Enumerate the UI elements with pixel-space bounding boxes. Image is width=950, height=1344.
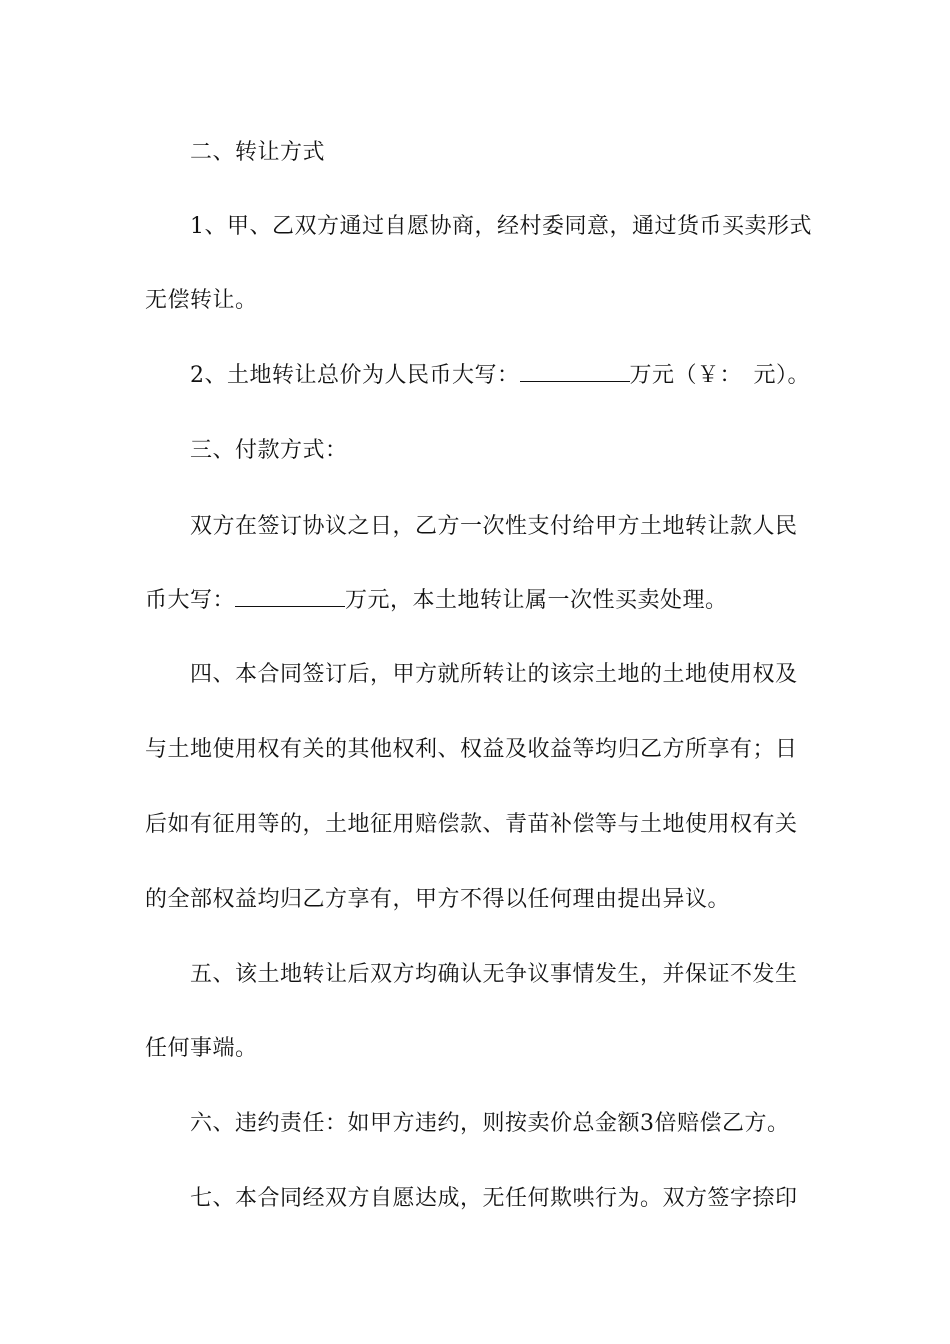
section-heading-transfer-method: 二、转让方式 [190, 140, 326, 165]
paragraph-line: 与土地使用权有关的其他权利、权益及收益等均归乙方所享有；日 [145, 737, 798, 762]
text-segment: 万元（￥： 元）。 [629, 363, 811, 388]
paragraph-line: 任何事端。 [145, 1036, 258, 1061]
fill-in-blank [235, 586, 345, 607]
paragraph-line: 的全部权益均归乙方享有，甲方不得以任何理由提出异议。 [145, 887, 731, 912]
paragraph-line: 1、甲、乙双方通过自愿协商，经村委同意，通过货币买卖形式 [190, 214, 812, 239]
paragraph-line-total-price [145, 361, 855, 391]
section-four-line: 四、本合同签订后，甲方就所转让的该宗土地的土地使用权及 [190, 662, 798, 687]
text-segment: 万元，本土地转让属一次性买卖处理。 [345, 588, 728, 613]
fill-in-blank [520, 361, 630, 382]
text-segment: 2、土地转让总价为人民币大写： [190, 363, 520, 388]
paragraph-line: 后如有征用等的，土地征用赔偿款、青苗补偿等与土地使用权有关 [145, 812, 798, 837]
section-seven-line: 七、本合同经双方自愿达成，无任何欺哄行为。双方签字捺印 [190, 1186, 798, 1211]
paragraph-line: 无偿转让。 [145, 288, 258, 313]
text-segment: 币大写： [145, 588, 236, 613]
section-heading-payment-method: 三、付款方式： [190, 438, 348, 463]
section-six-line: 六、违约责任：如甲方违约，则按卖价总金额3倍赔偿乙方。 [190, 1111, 790, 1136]
paragraph-line-payment-amount [145, 586, 810, 616]
paragraph-line: 双方在签订协议之日，乙方一次性支付给甲方土地转让款人民 [190, 514, 798, 539]
section-five-line: 五、该土地转让后双方均确认无争议事情发生，并保证不发生 [190, 962, 798, 987]
